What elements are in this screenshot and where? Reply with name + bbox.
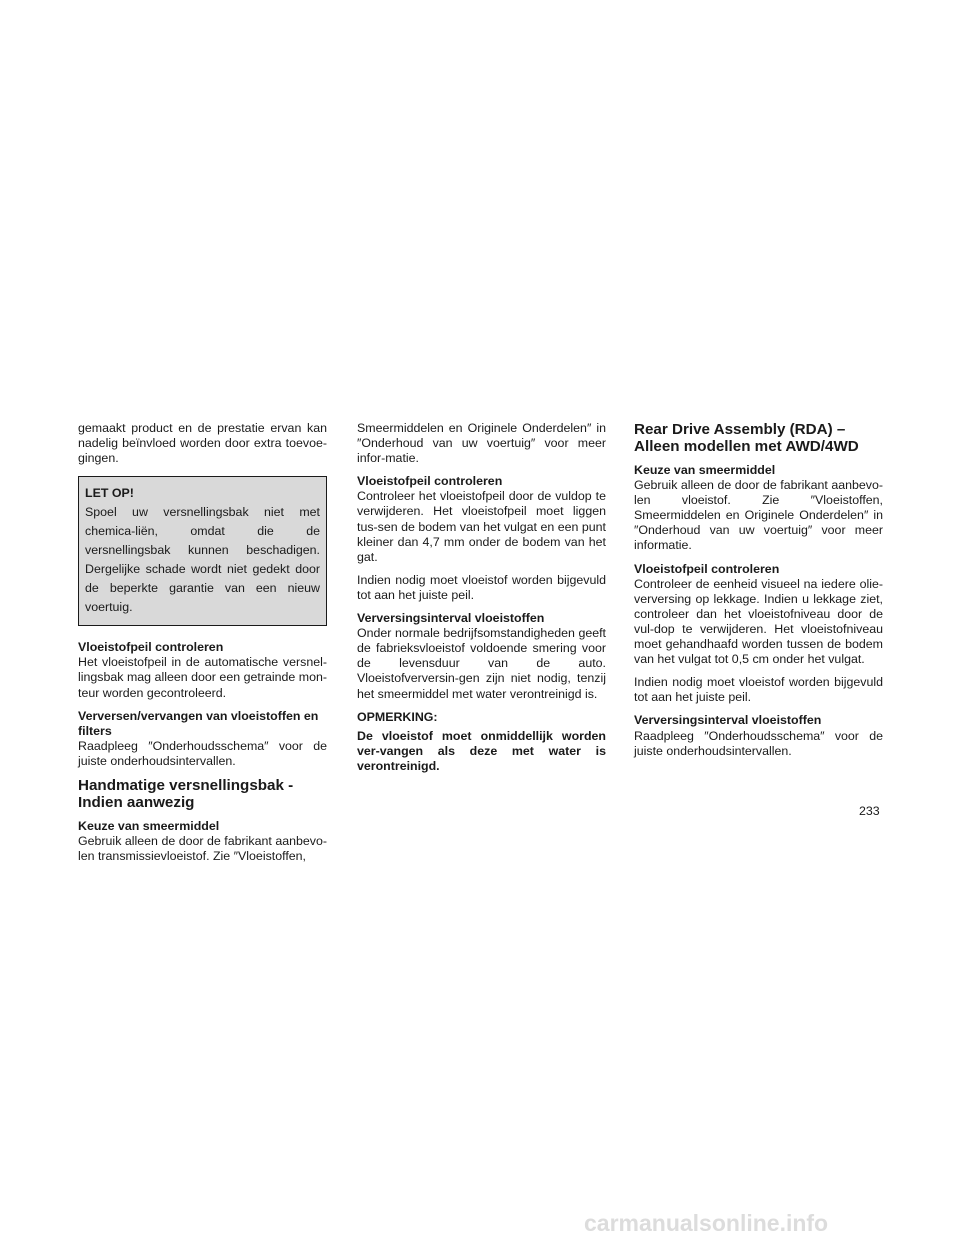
caution-title: LET OP! — [85, 486, 134, 501]
section-fluid-level-rda — [634, 562, 883, 668]
paragraph-top-up: Indien nodig moet vloeistof worden bijgevuld tot aan het juiste peil. — [357, 572, 606, 602]
section-body: Controleer het vloeistofpeil door de vuldop te verwijderen. Het vloeistofpeil moet liggen tus-sen de bodem van het vulgat en een punt kleiner dan 4,7 mm onder de bodem van het gat. — [357, 489, 606, 564]
page-number: 233 — [859, 804, 880, 818]
intro-paragraph: gemaakt product en de prestatie ervan kan nadelig beïnvloed worden door extra toevoe-gingen. — [78, 421, 327, 466]
section-title: Keuze van smeermiddel — [78, 819, 220, 834]
section-lubricant-choice — [78, 819, 327, 864]
column-right — [634, 421, 883, 767]
section-body: Raadpleeg ″Onderhoudsschema″ voor de juiste onderhoudsintervallen. — [78, 738, 327, 768]
section-body: Onder normale bedrijfsomstandigheden geeft de fabrieksvloeistof voldoende smering voor de levensduur van de auto. Vloeistofverversin-gen zijn niet nodig, tenzij het smeermiddel met water verontreinigd is. — [357, 626, 606, 701]
section-title: Vloeistofpeil controleren — [78, 640, 224, 655]
section-fluid-change — [78, 709, 327, 769]
section-title: Verversingsinterval vloeistoffen — [357, 611, 545, 626]
section-body: Gebruik alleen de door de fabrikant aanbevo-len transmissievloeistof. Zie ″Vloeistoffen, — [78, 834, 327, 864]
column-left — [78, 421, 327, 872]
section-lubricant-choice-rda — [634, 463, 883, 554]
section-title: Verversen/vervangen van vloeistoffen en filters — [78, 708, 319, 738]
caution-body: Spoel uw versnellingsbak niet met chemica-liën, omdat die de versnellingsbak kunnen beschadigen. Dergelijke schade wordt niet gedekt door de beperkte garantie van een nieuw voertuig. — [85, 505, 320, 615]
heading-manual-transmission: Handmatige versnellingsbak - Indien aanwezig — [78, 777, 294, 812]
section-fluid-level-manual — [357, 474, 606, 565]
section-body: Gebruik alleen de door de fabrikant aanbevo-len vloeistof. Zie ″Vloeistoffen, Smeermiddelen en Originele Onderdelen″ in ″Onderhoud van uw voertuig″ voor meer informatie. — [634, 478, 883, 553]
heading-rear-drive-assembly: Rear Drive Assembly (RDA) – Alleen modellen met AWD/4WD — [634, 421, 859, 455]
paragraph-top-up-rda: Indien nodig moet vloeistof worden bijgevuld tot aan het juiste peil. — [634, 675, 883, 705]
section-title: Vloeistofpeil controleren — [634, 561, 780, 576]
section-title: Verversingsinterval vloeistoffen — [634, 713, 822, 728]
continued-paragraph: Smeermiddelen en Originele Onderdelen″ in ″Onderhoud van uw voertuig″ voor meer infor-matie. — [357, 421, 606, 466]
section-title: Keuze van smeermiddel — [634, 463, 776, 477]
section-change-interval-rda — [634, 713, 883, 758]
section-title: Vloeistofpeil controleren — [357, 474, 503, 489]
column-middle — [357, 421, 606, 774]
note-body: De vloeistof moet onmiddellijk worden ver-vangen als deze met water is verontreinigd. — [357, 728, 606, 773]
section-body: Controleer de eenheid visueel na iedere olie-verversing op lekkage. Indien u lekkage ziet, controleer dan het vloeistofniveau door de vul-dop te verwijderen. Het vloeistofniveau moet gehandhaafd worden tussen de bodem van het vulgat tot 0,5 cm onder het vulgat. — [634, 576, 883, 667]
section-body: Raadpleeg ″Onderhoudsschema″ voor de juiste onderhoudsintervallen. — [634, 728, 883, 758]
section-body: Het vloeistofpeil in de automatische versnel-lingsbak mag alleen door een getrainde mon-teur worden gecontroleerd. — [78, 655, 327, 700]
section-change-interval — [357, 611, 606, 702]
note-title: OPMERKING: — [357, 709, 438, 724]
watermark: carmanualsonline.info — [584, 1210, 829, 1236]
section-fluid-level-automatic — [78, 640, 327, 700]
caution-box — [78, 476, 327, 626]
